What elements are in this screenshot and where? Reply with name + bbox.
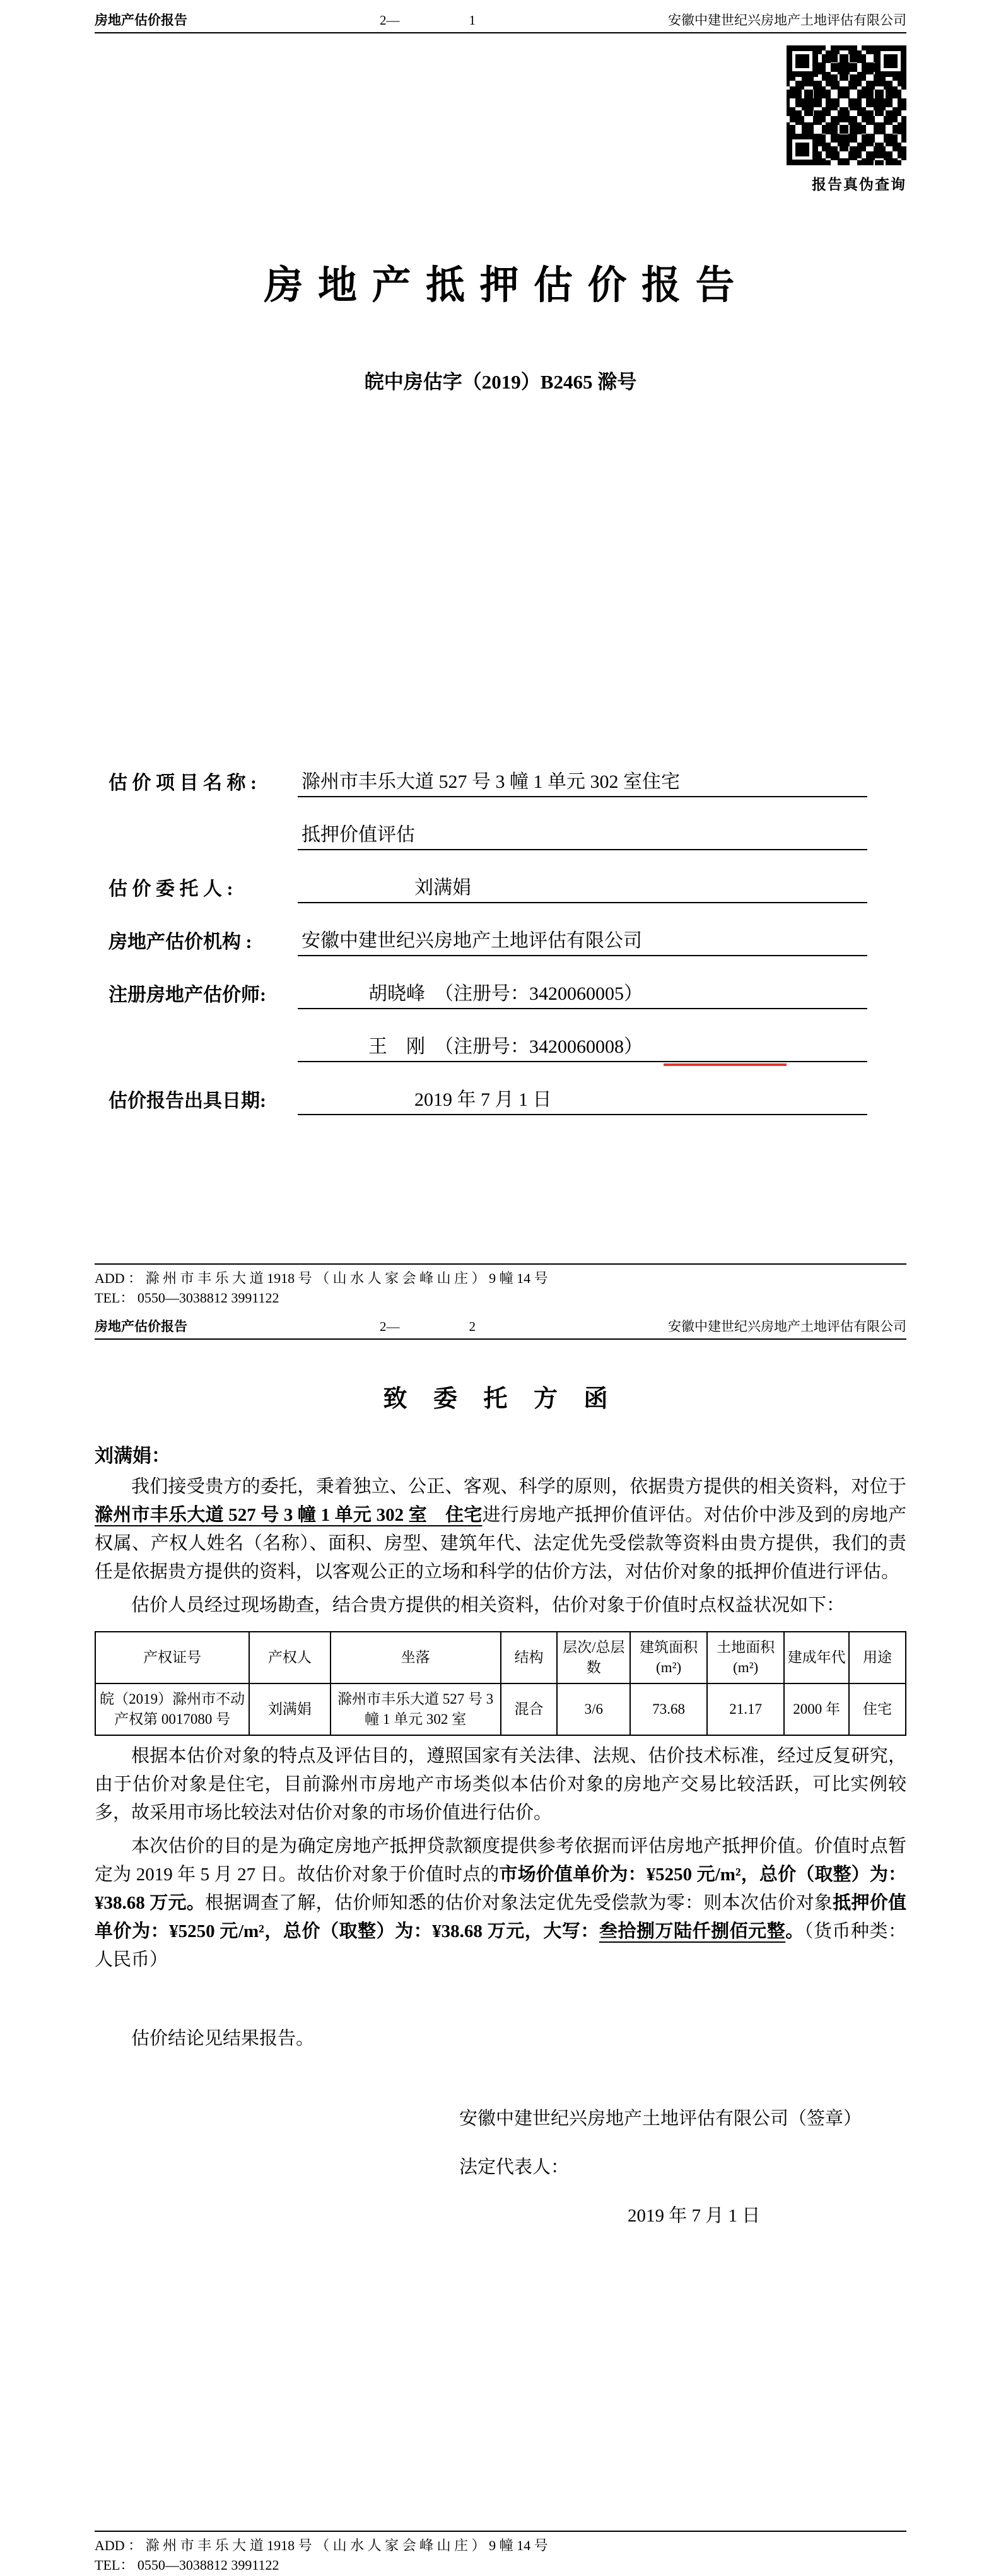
page1-running-header (95, 11, 906, 33)
letter-salutation: 刘满娟： (95, 1446, 170, 1467)
p4-text: 根据调查了解，估价师知悉的估价对象法定优先受偿款为零：则本次估价对象 (205, 1893, 833, 1913)
field-value-project-line1 (298, 766, 867, 797)
qr-caption: 报告真伪查询 (812, 177, 906, 192)
p4-text: 本次估价的目的是为确定房地产抵押贷款额度提供参考依据而评估房地产抵押价值。价值时点暂定为 2019 年 5 月 27 日。故估价对象于价值时点的 (95, 1836, 906, 1885)
field-value-agency (298, 925, 867, 956)
table-cell-owner: 刘满娟 (249, 1683, 331, 1735)
table-cell-cert-no: 皖（2019）滁州市不动产权第 0017080 号 (95, 1683, 249, 1735)
p4-period: 。 (785, 1921, 804, 1941)
header-page-indicator (380, 11, 476, 29)
field-label-client: 估 价 委 托 人 : (108, 879, 233, 899)
table-header-cell: 产权人 (249, 1632, 331, 1683)
header-company-name: 安徽中建世纪兴房地产土地评估有限公司 (668, 13, 906, 28)
p4-amount-in-words: 叁拾捌万陆仟捌佰元整 (599, 1921, 786, 1941)
table-cell-usage: 住宅 (849, 1683, 906, 1735)
letter-paragraph-4 (95, 1832, 906, 1974)
header-doc-label: 房地产估价报告 (95, 13, 187, 28)
footer-address: ADD ： 滁 州 市 丰 乐 大 道 1918 号 （ 山 水 人 家 会 峰 山 庄 ） 9 幢 14 号 (95, 2538, 548, 2553)
field-value-project-line2 (298, 819, 867, 850)
cover-fields (108, 744, 867, 1115)
project-value-text-1: 滁州市丰乐大道 527 号 3 幢 1 单元 302 室住宅 (301, 771, 680, 792)
page1-running-footer (95, 1263, 906, 1308)
footer-tel: TEL： 0550—3038812 3991122 (95, 1290, 279, 1306)
client-value-text: 刘满娟 (414, 877, 471, 898)
table-data-row (95, 1683, 906, 1735)
p1-pre: 我们接受贵方的委托，秉着独立、公正、客观、科学的原则，依据贵方提供的相关资料，对位于 (131, 1477, 906, 1497)
table-cell-location: 滁州市丰乐大道 527 号 3 幢 1 单元 302 室 (331, 1683, 501, 1735)
agency-value-text: 安徽中建世纪兴房地产土地评估有限公司 (301, 930, 642, 951)
page-2-letter (0, 1309, 1001, 2576)
qr-block (787, 45, 906, 194)
signature-company: 安徽中建世纪兴房地产土地评估有限公司（签章） (459, 2109, 862, 2129)
header-page-number: 1 (469, 13, 476, 28)
table-header-cell: 建筑面积(m²) (630, 1632, 707, 1683)
header-company-name: 安徽中建世纪兴房地产土地评估有限公司 (668, 1319, 906, 1334)
table-header-cell: 用途 (849, 1632, 906, 1683)
footer-address: ADD ： 滁 州 市 丰 乐 大 道 1918 号 （ 山 水 人 家 会 峰 山 庄 ） 9 幢 14 号 (95, 1270, 548, 1286)
appraiser-value-text-1: 胡晓峰 （注册号：3420060005） (368, 983, 643, 1004)
table-header-cell: 土地面积(m²) (707, 1632, 784, 1683)
appraiser-value-text-2: 王 刚 （注册号：3420060008） (368, 1036, 643, 1057)
table-header-cell: 层次/总层数 (557, 1632, 630, 1683)
signature-block (95, 2105, 906, 2230)
p4-currency-note: （货币种类：人民币） (95, 1921, 906, 1970)
p1-subject-property: 滁州市丰乐大道 527 号 3 幢 1 单元 302 室 住宅 (95, 1505, 483, 1525)
letter-title: 致 委 托 方 函 (383, 1386, 618, 1412)
field-row-issue-date (108, 1062, 867, 1115)
p4-mortgage-value: 抵押价值单价为：¥5250 元/m²，总价（取整）为：¥38.68 万元，大写： (95, 1893, 906, 1941)
field-row-agency (108, 903, 867, 956)
table-cell-structure: 混合 (501, 1683, 558, 1735)
table-cell-building-area: 73.68 (630, 1683, 707, 1735)
field-row-project (108, 744, 867, 797)
issue-date-text: 2019 年 7 月 1 日 (414, 1089, 552, 1110)
header-doc-label: 房地产估价报告 (95, 1319, 187, 1334)
table-header-cell: 建成年代 (784, 1632, 849, 1683)
page2-running-header (95, 1318, 906, 1340)
table-cell-land-area: 21.17 (707, 1683, 784, 1735)
qr-code-icon (787, 45, 906, 165)
page2-running-footer (95, 2531, 906, 2575)
table-header-cell: 坐落 (331, 1632, 501, 1683)
property-rights-table (95, 1631, 906, 1736)
signature-legal-rep: 法定代表人： (459, 2157, 570, 2177)
field-value-issue-date (298, 1084, 867, 1115)
spellcheck-underline-mark (664, 1063, 787, 1066)
project-value-text-2: 抵押价值评估 (301, 824, 415, 845)
qr-finder-top-left (787, 45, 818, 77)
field-value-appraiser-1 (298, 978, 867, 1009)
header-page-indicator (380, 1318, 476, 1335)
letter-paragraph-3: 根据本估价对象的特点及评估目的，遵照国家有关法律、法规、估价技术标准，经过反复研究，由于估价对象是住宅，目前滁州市房地产市场类似本估价对象的房地产交易比较活跃，可比实例较多，故采用市场比较法对估价对象的市场价值进行估价。 (95, 1746, 906, 1823)
report-title: 房 地 产 抵 押 估 价 报 告 (264, 264, 737, 307)
table-header-cell: 结构 (501, 1632, 558, 1683)
field-label-project: 估 价 项 目 名 称 : (108, 773, 257, 793)
field-label-appraiser: 注册房地产估价师: (108, 985, 266, 1005)
table-cell-floor: 3/6 (557, 1683, 630, 1735)
table-header-row (95, 1632, 906, 1683)
qr-finder-top-right (875, 45, 906, 77)
field-row-client (108, 850, 867, 903)
p4-market-value: 市场价值单价为：¥5250 元/m²，总价（取整）为：¥38.68 万元。 (95, 1865, 906, 1913)
field-label-issue-date: 估价报告出具日期: (108, 1091, 266, 1111)
field-value-client (298, 872, 867, 903)
footer-tel: TEL： 0550—3038812 3991122 (95, 2557, 279, 2573)
header-page-number: 2 (469, 1319, 476, 1334)
header-page-prefix: 2— (380, 1319, 400, 1334)
letter-paragraph-2: 估价人员经过现场勘查，结合贵方提供的相关资料，估价对象于价值时点权益状况如下： (131, 1595, 845, 1615)
signature-date: 2019 年 7 月 1 日 (628, 2206, 761, 2226)
table-cell-built-year: 2000 年 (784, 1683, 849, 1735)
field-label-agency: 房地产估价机构 : (108, 932, 252, 952)
field-row-appraiser-2 (108, 1009, 867, 1062)
report-ref-number: 皖中房估字（2019）B2465 滁号 (364, 371, 637, 393)
letter-paragraph-5: 估价结论见结果报告。 (131, 2029, 315, 2049)
header-page-prefix: 2— (380, 13, 400, 28)
letter-paragraph-1 (95, 1473, 906, 1586)
table-header-cell: 产权证号 (95, 1632, 249, 1683)
p1-post: 进行房地产抵押价值评估。对估价中涉及到的房地产权属、产权人姓名（名称）、面积、房型、建筑年代、法定优先受偿款等资料由贵方提供，我们的责任是依据贵方提供的资料，以客观公正的立场和科学的估价方法，对估价对象的抵押价值进行评估。 (95, 1505, 906, 1582)
qr-finder-bottom-left (787, 134, 818, 165)
field-value-appraiser-2 (298, 1031, 867, 1062)
field-row-project-cont (108, 797, 867, 850)
field-row-appraiser-1 (108, 956, 867, 1009)
